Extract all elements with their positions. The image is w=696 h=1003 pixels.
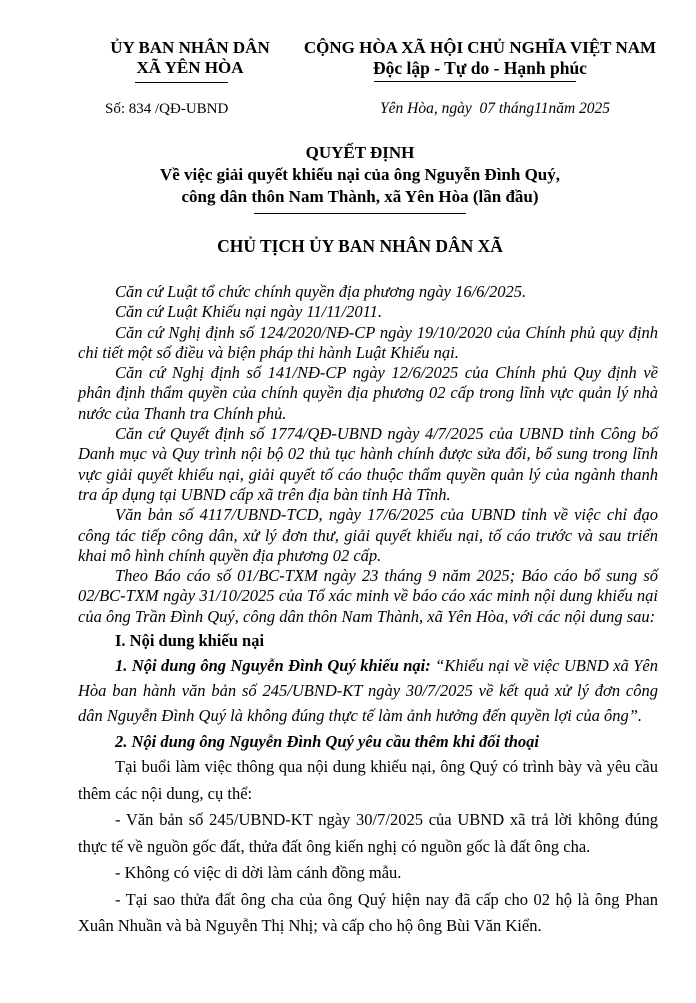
complaint-item-1-text: “Khiếu nại về việc UBND xã Yên Hòa ban hành văn bản số 245/UBND-KT ngày 30/7/2025 về kết quả xử lý đơn công dân Nguyễn Đình Quý là không đúng thực tế làm ảnh hưởng đến quyền lợi của ông”.	[78, 656, 658, 726]
title-underline	[254, 213, 466, 214]
legal-basis: Căn cứ Nghị định số 124/2020/NĐ-CP ngày 19/10/2020 của Chính phủ quy định chi tiết một số điều và biện pháp thi hành Luật Khiếu nại.	[78, 322, 658, 362]
legal-basis: Căn cứ Quyết định số 1774/QĐ-UBND ngày 4/7/2025 của UBND tỉnh Công bố Danh mục và Quy trình nội bộ 02 thủ tục hành chính được sửa đổi, bổ sung trong lĩnh vực giải quyết khiếu nại, giải quyết tố cáo thuộc thẩm quyền quản lý của ngành thanh tra áp dụng tại UBND cấp xã trên địa bàn tỉnh Hà Tĩnh.	[78, 424, 658, 504]
section-heading: I. Nội dung khiếu nại	[115, 631, 265, 651]
agency-underline	[135, 82, 228, 83]
document-body	[78, 282, 658, 940]
dateline: Yên Hòa, ngày 07 tháng11năm 2025	[380, 100, 611, 117]
document-title	[100, 142, 620, 208]
document-type: QUYẾT ĐỊNH	[305, 143, 415, 162]
request-point: - Không có việc di dời làm cánh đồng mẫu.	[115, 863, 402, 883]
legal-basis: Văn bản số 4117/UBND-TCD, ngày 17/6/2025 của UBND tỉnh về việc chỉ đạo công tác tiếp công dân, xử lý đơn thư, giải quyết khiếu nại, tố cáo trước và sau triển khai mô hình chính quyền địa phương 02 cấp.	[78, 505, 658, 565]
complaint-item-2-intro: Tại buổi làm việc thông qua nội dung khiếu nại, ông Quý có trình bày và yêu cầu thêm các nội dung, cụ thể:	[78, 757, 658, 803]
complaint-item-1	[78, 653, 658, 728]
legal-basis: Căn cứ Nghị định số 141/NĐ-CP ngày 12/6/2025 của Chính phủ Quy định về phân định thẩm quyền của chính quyền địa phương 02 cấp trong lĩnh vực quản lý nhà nước của Thanh tra Chính phủ.	[78, 363, 658, 423]
agency-line-2: XÃ YÊN HÒA	[136, 58, 244, 77]
agency-line-1: ỦY BAN NHÂN DÂN	[110, 38, 270, 57]
legal-basis: Căn cứ Luật tổ chức chính quyền địa phương ngày 16/6/2025.	[115, 282, 527, 301]
subject-line-1: Về việc giải quyết khiếu nại của ông Nguyễn Đình Quý,	[159, 165, 561, 184]
issuing-authority: CHỦ TỊCH ỦY BAN NHÂN DÂN XÃ	[217, 236, 503, 256]
issuing-agency	[80, 38, 300, 78]
complaint-item-1-label: 1. Nội dung ông Nguyễn Đình Quý khiếu nại:	[115, 656, 431, 676]
motto-line: Độc lập - Tự do - Hạnh phúc	[373, 58, 587, 78]
document-number: Số: 834 /QĐ-UBND	[105, 101, 229, 117]
motto-underline	[374, 81, 576, 82]
request-point: - Văn bản số 245/UBND-KT ngày 30/7/2025 của UBND xã trả lời không đúng thực tế về nguồn gốc đất, thửa đất ông kiến nghị có nguồn gốc là đất ông cha.	[78, 810, 658, 856]
national-motto	[290, 38, 670, 78]
request-point: - Tại sao thửa đất ông cha của ông Quý hiện nay đã cấp cho 02 hộ là ông Phan Xuân Nhuần và bà Nguyễn Thị Nhị; và cấp cho hộ ông Bùi Văn Kiển.	[78, 889, 658, 936]
legal-basis: Theo Báo cáo số 01/BC-TXM ngày 23 tháng 9 năm 2025; Báo cáo bổ sung số 02/BC-TXM ngày 31/10/2025 của Tổ xác minh về báo cáo xác minh nội dung khiếu nại của ông Trần Đình Quý, công dân thôn Nam Thành, xã Yên Hòa, với các nội dung sau:	[78, 566, 658, 626]
complaint-item-2-label: 2. Nội dung ông Nguyễn Đình Quý yêu cầu thêm khi đối thoại	[115, 732, 540, 752]
legal-basis: Căn cứ Luật Khiếu nại ngày 11/11/2011.	[115, 302, 383, 322]
nation-name: CỘNG HÒA XÃ HỘI CHỦ NGHĨA VIỆT NAM	[303, 38, 657, 57]
subject-line-2: công dân thôn Nam Thành, xã Yên Hòa (lần đầu)	[181, 187, 539, 206]
